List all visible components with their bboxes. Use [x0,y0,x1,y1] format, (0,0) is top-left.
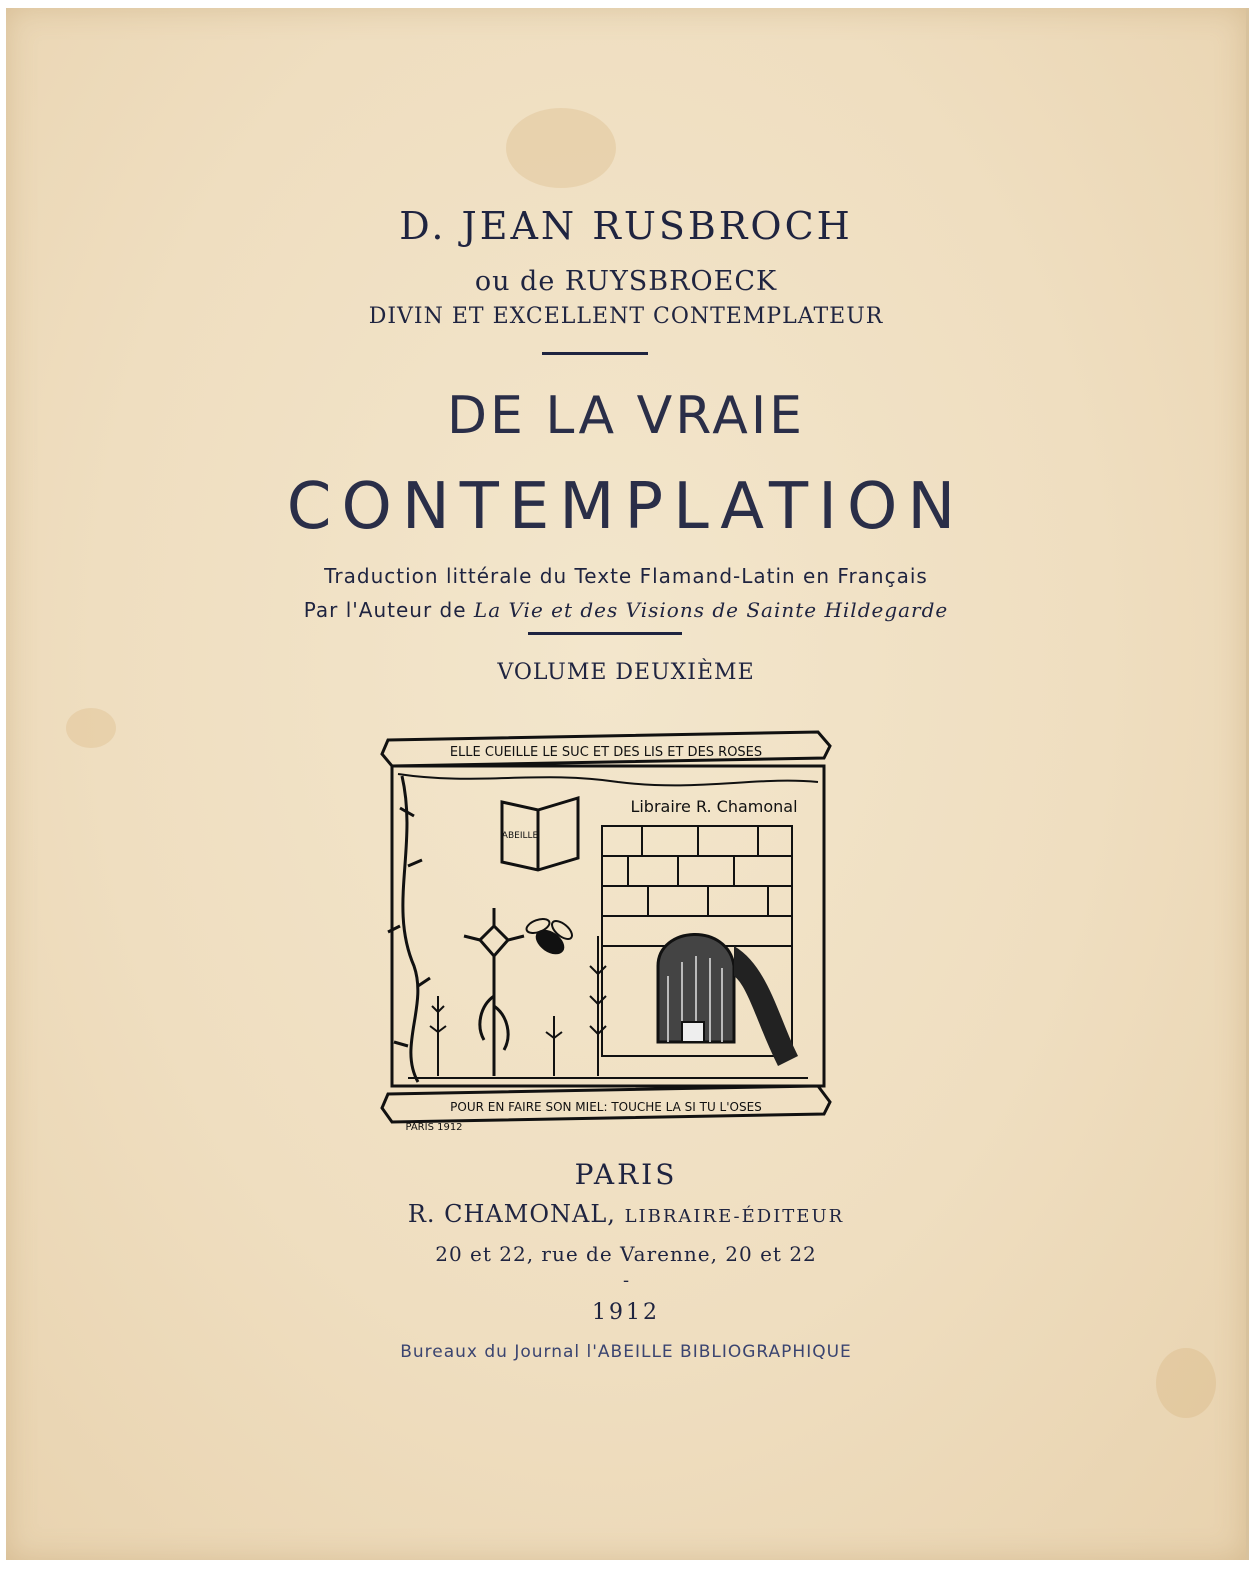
bottom-banner-text: POUR EN FAIRE SON MIEL: TOUCHE LA SI TU L'OSES [450,1100,762,1114]
book-cover [6,8,1249,1560]
publisher-role: LIBRAIRE-ÉDITEUR [624,1206,845,1227]
lily-flower-icon [464,908,524,1076]
volume-label: VOLUME DEUXIÈME [497,660,755,685]
imprint-year: 1912 [592,1300,660,1325]
shop-sign: Libraire R. Chamonal [630,797,798,816]
title-line-1: DE LA VRAIE [446,386,806,446]
by-author-work: La Vie et des Visions de Sainte Hildegarde [473,598,949,622]
top-banner-text: ELLE CUEILLE LE SUC ET DES LIS ET DES ROSES [449,745,763,760]
vine-top-icon [398,774,818,785]
by-author-line [6,598,1246,622]
publisher-vignette [378,726,836,1132]
divider-rule [528,632,682,635]
author-epithet: DIVIN ET EXCELLENT CONTEMPLATEUR [368,304,884,329]
by-author-prefix: Par l'Auteur de [303,598,467,622]
vine-leaves-icon [388,808,430,1046]
imprint-city: PARIS [574,1158,678,1191]
imprint-dash: - [622,1270,630,1291]
author-name: D. JEAN RUSBROCH [399,204,853,248]
author-variant: ou de RUYSBROECK [474,266,778,297]
publisher-name: R. CHAMONAL, [407,1200,616,1228]
vine-left-icon [402,776,418,1082]
book-label: ABEILLE [501,831,539,841]
bee-icon [525,916,575,959]
imprint-address: 20 et 22, rue de Varenne, 20 et 22 [435,1242,817,1266]
title-line-2: CONTEMPLATION [286,470,966,544]
paper-stain [506,108,616,188]
imprint-publisher [6,1200,1246,1228]
vignette-signature: PARIS 1912 [405,1122,463,1132]
imprint-bureaux: Bureaux du Journal l'ABEILLE BIBLIOGRAPHIQUE [400,1342,852,1362]
translation-note: Traduction littérale du Texte Flamand-Latin en Français [324,564,928,588]
paper-stain [66,708,116,748]
divider-rule [542,352,648,355]
hive-shadow-icon [734,946,798,1066]
